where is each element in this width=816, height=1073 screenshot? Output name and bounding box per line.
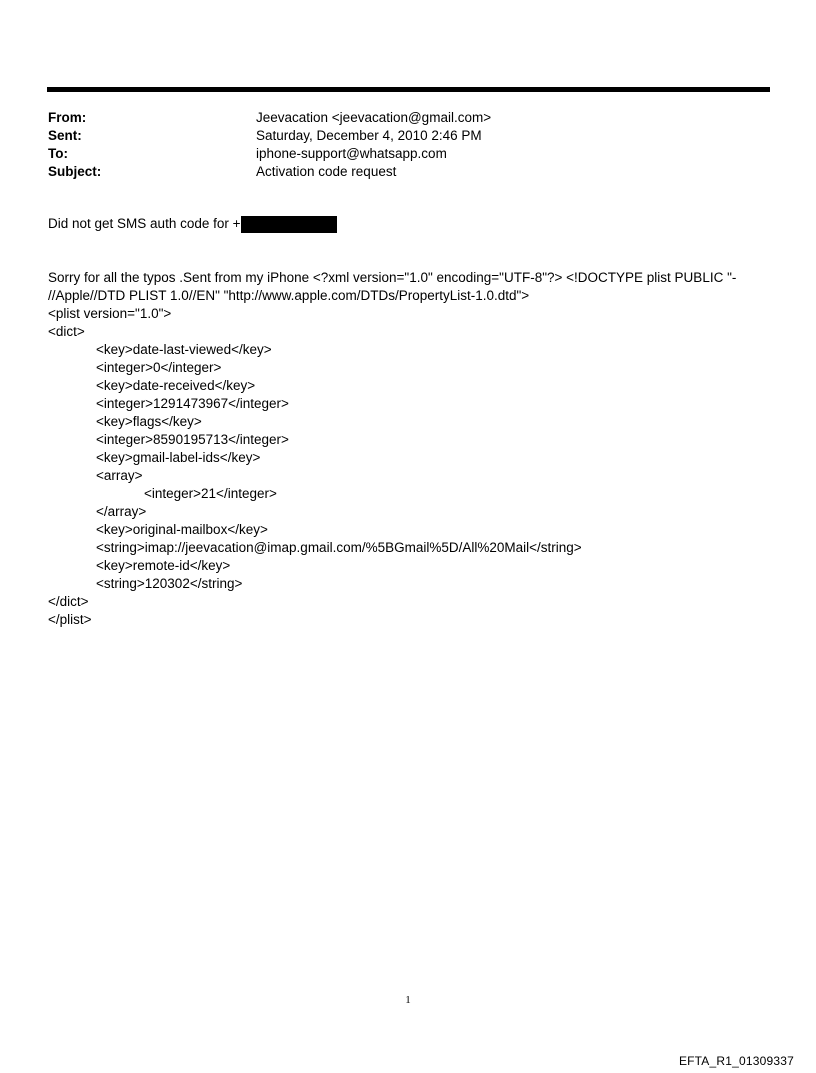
body-line: <key>date-received</key> — [96, 378, 256, 393]
body-line: </dict> — [48, 594, 89, 609]
body-line: <integer>21</integer> — [144, 486, 277, 501]
document-id: EFTA_R1_01309337 — [678, 1054, 794, 1068]
subject-label: Subject: — [48, 164, 102, 179]
to-label: To: — [48, 146, 68, 161]
sent-row — [48, 127, 748, 145]
body-line: //Apple//DTD PLIST 1.0//EN" "http://www.apple.com/DTDs/PropertyList-1.0.dtd"> — [48, 288, 530, 303]
body-line: <plist version="1.0"> — [48, 306, 172, 321]
body-line: <key>original-mailbox</key> — [96, 522, 268, 537]
greeting-text: Did not get SMS auth code for + — [48, 216, 241, 231]
sent-value: Saturday, December 4, 2010 2:46 PM — [256, 128, 482, 143]
body-line: <integer>0</integer> — [96, 360, 222, 375]
greeting-line — [48, 215, 768, 233]
page-number: 1 — [405, 994, 411, 1006]
body-line: <key>gmail-label-ids</key> — [96, 450, 261, 465]
body-line: <integer>8590195713</integer> — [96, 432, 289, 447]
to-row — [48, 145, 748, 163]
from-label: From: — [48, 110, 87, 125]
body-line: <key>date-last-viewed</key> — [96, 342, 272, 357]
header-divider — [47, 87, 770, 92]
body-line: <key>flags</key> — [96, 414, 202, 429]
redaction-box — [241, 216, 337, 233]
body-line: </plist> — [48, 612, 92, 627]
body-line: <array> — [96, 468, 143, 483]
body-line: </array> — [96, 504, 147, 519]
to-value: iphone-support@whatsapp.com — [256, 146, 447, 161]
body-line: <integer>1291473967</integer> — [96, 396, 289, 411]
body-line: <key>remote-id</key> — [96, 558, 231, 573]
from-value: Jeevacation <jeevacation@gmail.com> — [256, 110, 492, 125]
body-line: Sorry for all the typos .Sent from my iPhone <?xml version="1.0" encoding="UTF-8"?> <!DOCTYPE plist PUBLIC "- — [48, 270, 737, 285]
body-line: <string>imap://jeevacation@imap.gmail.com/%5BGmail%5D/All%20Mail</string> — [96, 540, 582, 555]
from-row — [48, 109, 748, 127]
email-header — [48, 109, 748, 181]
sent-label: Sent: — [48, 128, 82, 143]
body-line: <dict> — [48, 324, 85, 339]
subject-row — [48, 163, 748, 181]
body-line: <string>120302</string> — [96, 576, 243, 591]
message-body — [48, 269, 768, 629]
subject-value: Activation code request — [256, 164, 397, 179]
